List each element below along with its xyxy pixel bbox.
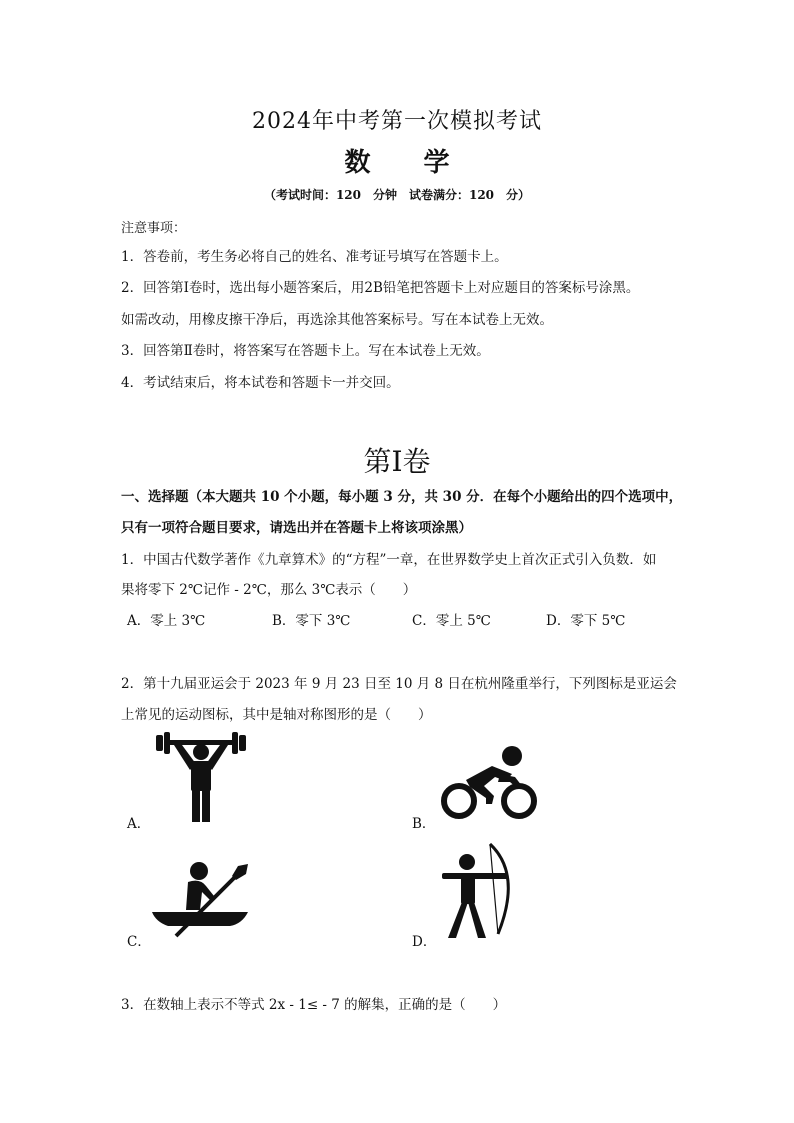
question-1-option-b: B．零下 3℃ xyxy=(272,613,351,629)
archery-icon xyxy=(436,840,516,942)
subject-title: 数 学 xyxy=(344,148,472,178)
exam-info: （考试时间：120 分钟 试卷满分：120 分） xyxy=(263,188,531,202)
question-2-option-c: C． xyxy=(127,934,151,950)
question-2-option-d: D． xyxy=(412,934,437,950)
notice-item: 1．答卷前，考生务必将自己的姓名、准考证号填写在答题卡上。 xyxy=(121,249,508,265)
question-2-option-a: A． xyxy=(127,816,151,832)
question-1-option-a: A．零上 3℃ xyxy=(127,613,206,629)
notice-item: 2．回答第Ⅰ卷时，选出每小题答案后，用2B铅笔把答题卡上对应题目的答案标号涂黑。 xyxy=(121,280,640,296)
question-3-text: 3．在数轴上表示不等式 2x - 1≤ - 7 的解集，正确的是（ ） xyxy=(121,997,507,1013)
notice-heading: 注意事项： xyxy=(121,221,187,236)
canoeing-icon xyxy=(150,858,254,940)
section-instructions: 一、选择题（本大题共 10 个小题，每小题 3 分，共 30 分．在每个小题给出的四个选项中， xyxy=(121,489,683,505)
notice-item: 4．考试结束后，将本试卷和答题卡一并交回。 xyxy=(121,375,400,391)
exam-title: 2024年中考第一次模拟考试 xyxy=(252,109,542,134)
notice-item: 如需改动，用橡皮擦干净后，再选涂其他答案标号。写在本试卷上无效。 xyxy=(121,312,553,328)
question-1-option-d: D．零下 5℃ xyxy=(546,613,626,629)
question-2-text: 2．第十九届亚运会于 2023 年 9 月 23 日至 10 月 8 日在杭州隆重举行，下列图标是亚运会 xyxy=(121,676,677,692)
question-2-text: 上常见的运动图标，其中是轴对称图形的是（ ） xyxy=(121,707,432,723)
question-1-text: 1．中国古代数学著作《九章算术》的“方程”一章，在世界数学史上首次正式引入负数．如 xyxy=(121,552,657,568)
question-2-option-b: B． xyxy=(412,816,436,832)
question-1-option-c: C．零上 5℃ xyxy=(412,613,491,629)
question-1-text: 果将零下 2℃记作 - 2℃，那么 3℃表示（ ） xyxy=(121,582,417,598)
section-title: 第Ⅰ卷 xyxy=(363,445,431,478)
section-instructions: 只有一项符合题目要求，请选出并在答题卡上将该项涂黑） xyxy=(121,520,472,536)
cycling-icon xyxy=(440,744,540,824)
weightlifting-icon xyxy=(152,730,250,824)
notice-item: 3．回答第Ⅱ卷时，将答案写在答题卡上。写在本试卷上无效。 xyxy=(121,343,490,359)
